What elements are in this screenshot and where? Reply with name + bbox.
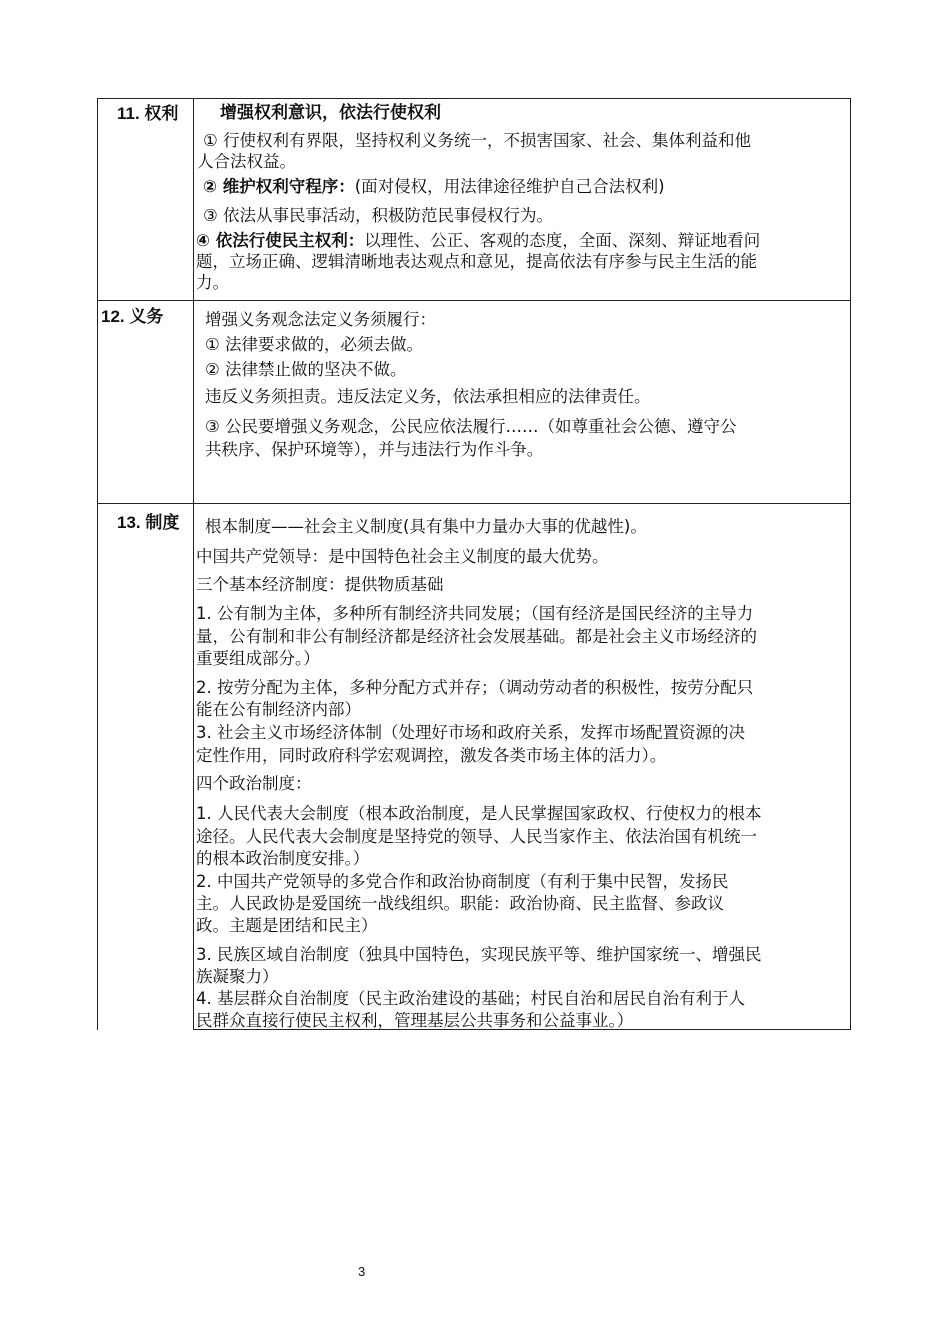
- table-right-border: [850, 98, 851, 1030]
- systems-line-20: 4. 基层群众自治制度（民主政治建设的基础；村民自治和居民自治有利于人: [196, 989, 745, 1008]
- duties-line-4: 违反义务须担责。违反法定义务，依法承担相应的法律责任。: [205, 387, 651, 406]
- rights-point-2-bold: ② 维护权利守程序：: [203, 177, 355, 196]
- duties-line-2: ① 法律要求做的，必须去做。: [205, 335, 424, 354]
- systems-line-6: 重要组成部分。）: [196, 649, 320, 668]
- systems-line-17: 政。主题是团结和民主）: [196, 916, 378, 935]
- systems-line-18: 3. 民族区域自治制度（独具中国特色，实现民族平等、维护国家统一、增强民: [196, 945, 762, 964]
- systems-line-8: 能在公有制经济内部）: [196, 700, 361, 719]
- systems-line-19: 族凝聚力）: [196, 967, 279, 986]
- row-label-systems: 13. 制度: [117, 513, 180, 532]
- rights-line-4: ③ 依法从事民事活动，积极防范民事侵权行为。: [203, 206, 554, 225]
- rights-line-1: ① 行使权利有界限，坚持权利义务统一，不损害国家、社会、集体利益和他: [203, 131, 752, 150]
- duties-line-1: 增强义务观念法定义务须履行：: [205, 310, 436, 329]
- systems-line-5: 量，公有制和非公有制经济都是经济社会发展基础。都是社会主义市场经济的: [196, 627, 757, 646]
- rights-line-7: 力。: [196, 273, 229, 292]
- table-column-divider: [193, 98, 194, 1030]
- rights-point-2-text: (面对侵权，用法律途径维护自己合法权利): [354, 177, 665, 196]
- rights-point-4-bold: ④ 依法行使民主权利：: [196, 231, 365, 250]
- row-label-duties: 12. 义务: [101, 307, 164, 326]
- systems-line-1: 根本制度——社会主义制度(具有集中力量办大事的优越性)。: [205, 517, 647, 536]
- table-left-border: [97, 98, 98, 1030]
- row-title-rights: 增强权利意识，依法行使权利: [220, 103, 441, 123]
- systems-line-9: 3. 社会主义市场经济体制（处理好市场和政府关系，发挥市场配置资源的决: [196, 723, 745, 742]
- systems-line-21: 民群众直接行使民主权利，管理基层公共事务和公益事业。）: [196, 1011, 634, 1030]
- rights-line-6: 题，立场正确、逻辑清晰地表达观点和意见，提高依法有序参与民主生活的能: [196, 252, 757, 271]
- row-divider-2: [97, 503, 851, 504]
- systems-line-4: 1. 公有制为主体，多种所有制经济共同发展；（国有经济是国民经济的主导力: [196, 604, 754, 623]
- systems-line-10: 定性作用，同时政府科学宏观调控，激发各类市场主体的活力）。: [196, 746, 667, 765]
- systems-line-11: 四个政治制度：: [196, 774, 312, 793]
- systems-line-3: 三个基本经济制度：提供物质基础: [196, 575, 444, 594]
- duties-line-5: ③ 公民要增强义务观念，公民应依法履行……（如尊重社会公德、遵守公: [205, 417, 737, 436]
- systems-line-13: 途径。人民代表大会制度是坚持党的领导、人民当家作主、依法治国有机统一: [196, 827, 757, 846]
- systems-line-2: 中国共产党领导：是中国特色社会主义制度的最大优势。: [196, 547, 609, 566]
- row-divider-1: [97, 300, 851, 301]
- systems-line-7: 2. 按劳分配为主体，多种分配方式并存；（调动劳动者的积极性，按劳分配只: [196, 678, 754, 697]
- rights-line-3: [203, 176, 665, 198]
- duties-line-6: 共秩序、保护环境等），并与违法行为作斗争。: [205, 440, 544, 459]
- systems-line-14: 的根本政治制度安排。）: [196, 849, 370, 868]
- systems-line-15: 2. 中国共产党领导的多党合作和政治协商制度（有利于集中民智，发扬民: [196, 872, 729, 891]
- systems-line-16: 主。人民政协是爱国统一战线组织。职能：政治协商、民主监督、参政议: [196, 894, 724, 913]
- page-number: 3: [358, 1264, 366, 1279]
- rights-line-5: [196, 230, 760, 252]
- table-top-border: [97, 98, 851, 99]
- rights-point-4-text: 以理性、公正、客观的态度，全面、深刻、辩证地看问: [364, 231, 761, 250]
- duties-line-3: ② 法律禁止做的坚决不做。: [205, 360, 407, 379]
- systems-line-12: 1. 人民代表大会制度（根本政治制度，是人民掌握国家政权、行使权力的根本: [196, 804, 762, 823]
- row-label-rights: 11. 权利: [117, 104, 179, 123]
- rights-line-2: 人合法权益。: [197, 152, 296, 171]
